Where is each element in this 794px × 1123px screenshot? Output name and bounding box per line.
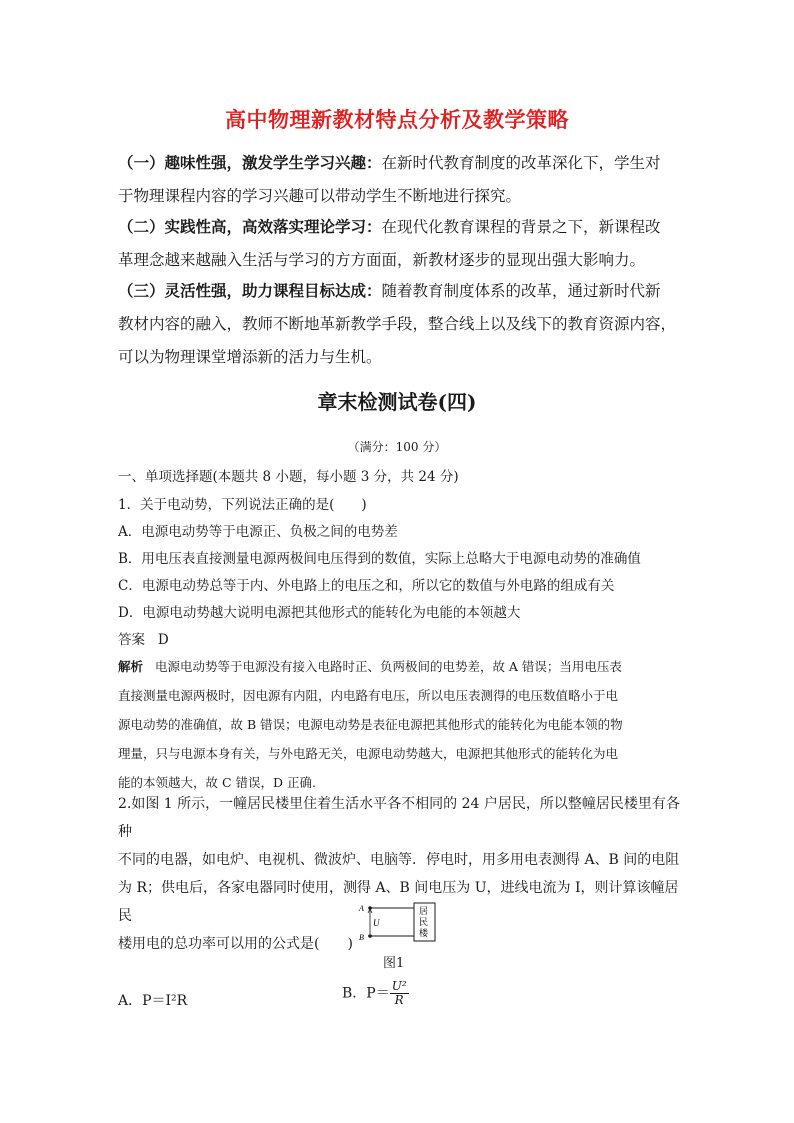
fraction-denominator: R — [394, 993, 404, 1007]
label-u: U — [373, 918, 380, 928]
box-text-3: 楼 — [419, 929, 429, 939]
box-text-1: 居 — [419, 907, 429, 917]
fraction-numerator: U² — [391, 979, 407, 993]
question-1-option-c: C．电源电动势总等于内、外电路上的电压之和，所以它的数值与外电路的组成有关 — [118, 578, 615, 594]
intro-text: 教材内容的融入，教师不断地革新教学手段，整合线上以及线下的教育资源内容， — [118, 315, 677, 333]
intro-heading-1: （一）趣味性强，激发学生学习兴趣： — [118, 153, 382, 172]
analysis-label: 解析 — [118, 659, 144, 674]
terminal-b — [368, 934, 372, 938]
intro-paragraph-2 — [118, 210, 683, 277]
question-2-line: 2.如图 1 所示，一幢居民楼里住着生活水平各不相同的 24 户居民，所以整幢居民楼里有各种 — [118, 796, 680, 840]
question-1-option-d: D．电源电动势越大说明电源把其他形式的能转化为电能的本领越大 — [118, 605, 521, 621]
section-heading: 一、单项选择题(本题共 8 小题，每小题 3 分，共 24 分) — [118, 469, 459, 485]
analysis-text: 直接测量电源两极时，因电源有内阻，内电路有电压，所以电压表测得的电压数值略小于电 — [118, 688, 619, 703]
article-title: 高中物理新教材特点分析及教学策略 — [225, 107, 569, 132]
label-b: B — [359, 933, 364, 942]
intro-text: 随着教育制度体系的改革，通过新时代新 — [381, 282, 661, 300]
box-text-2: 民 — [419, 918, 429, 928]
label-a: A — [359, 904, 364, 913]
answer-label: 答案 — [118, 632, 145, 648]
question-1-option-a: A．电源电动势等于电源正、负极之间的电势差 — [118, 524, 398, 540]
exam-score: （满分：100 分） — [347, 440, 447, 454]
option-b-prefix: B．P＝ — [342, 985, 390, 1002]
intro-paragraph-3 — [118, 274, 683, 374]
answer-value: D — [157, 632, 169, 648]
question-1-answer — [118, 628, 688, 648]
figure-caption: 图1 — [383, 956, 405, 971]
intro-text: 在新时代教育制度的改革深化下，学生对 — [381, 154, 661, 172]
question-2-line: 不同的电器，如电炉、电视机、微波炉、电脑等．停电时，用多用电表测得 A、B 间的电阻 — [118, 852, 680, 868]
analysis-text: 能的本领越大，故 C 错误，D 正确. — [118, 775, 316, 790]
question-1-analysis — [118, 652, 683, 797]
intro-text: 在现代化教育课程的背景之下，新课程改 — [381, 218, 661, 236]
question-2-option-a: A．P＝I²R — [118, 993, 188, 1009]
intro-heading-3: （三）灵活性强，助力课程目标达成： — [118, 281, 382, 300]
analysis-text: 电源电动势等于电源没有接入电路时正、负两极间的电势差，故 A 错误；当用电压表 — [154, 659, 622, 674]
analysis-text: 源电动势的准确值，故 B 错误；电源电动势是表征电源把其他形式的能转化为电能本领的物 — [118, 717, 623, 732]
exam-title: 章末检测试卷(四) — [317, 390, 477, 414]
question-1-stem: 1．关于电动势，下列说法正确的是( ) — [118, 497, 367, 513]
intro-text: 于物理课程内容的学习兴趣可以带动学生不断地进行探究。 — [118, 187, 522, 205]
intro-text: 革理念越来越融入生活与学习的方方面面，新教材逐步的显现出强大影响力。 — [118, 251, 646, 269]
question-2-line: 楼用电的总功率可以用的公式是( ) — [118, 936, 353, 952]
question-1-option-b: B．用电压表直接测量电源两极间电压得到的数值，实际上总略大于电源电动势的准确值 — [118, 551, 641, 567]
intro-paragraph-1 — [118, 146, 683, 213]
question-2-line: 为 R；供电后，各家电器同时使用，测得 A、B 间电压为 U，进线电流为 I，则计算该幢居民 — [118, 880, 679, 924]
question-2-option-b — [342, 980, 409, 1007]
fraction — [390, 980, 409, 1007]
analysis-text: 理量，只与电源本身有关，与外电路无关，电源电动势越大，电源把其他形式的能转化为电 — [118, 746, 619, 761]
circuit-figure — [358, 900, 438, 944]
intro-text: 可以为物理课堂增添新的活力与生机。 — [118, 348, 382, 366]
intro-heading-2: （二）实践性高，高效落实理论学习： — [118, 217, 382, 236]
